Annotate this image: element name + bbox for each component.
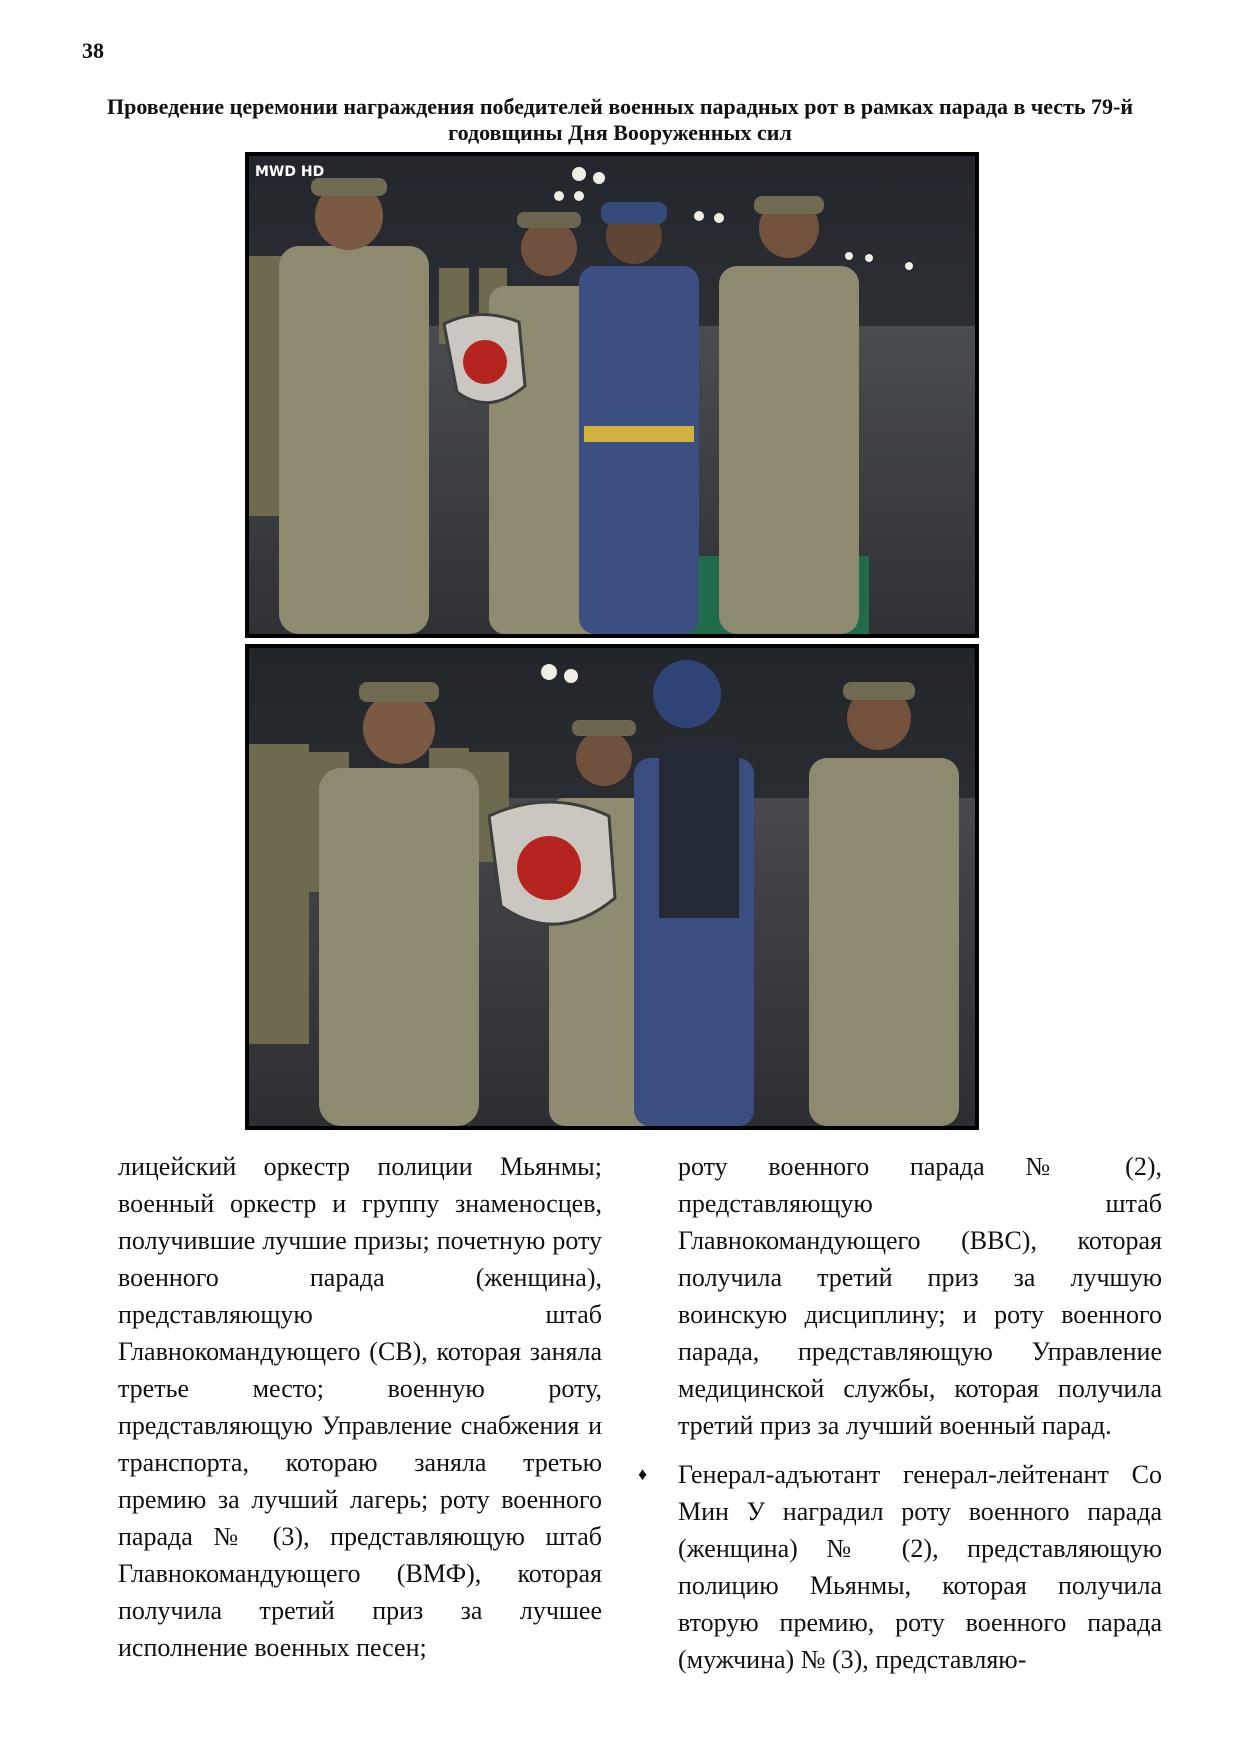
award-shield [489,802,615,924]
photo-caption: Проведение церемонии награждения победителей военных парадных рот в рамках парада в честь 79-й годовщины Дня Вооруженных сил [106,94,1134,145]
right-text-column [638,1148,1162,1678]
left-paragraph: лицейский оркестр полиции Мьянмы; военный оркестр и группу знаменосцев, получившие лучшие призы; почетную роту военного парада (женщина), представляющую штаб Главнокомандующего (СВ), которая заняла третье место; военную роту, представляющую Управление снабжения и транспорта, котораю заняла третью премию за лучший лагерь; роту военного парада № (3), представляющую штаб Главнокомандующего (ВМФ), которая получила третий приз за лучшее исполнение военных песен; [118,1152,602,1662]
award-shield [444,314,525,402]
ceremony-photo-1 [245,152,979,638]
right-paragraph-2 [638,1456,1162,1678]
ceremony-photo-2 [245,644,979,1130]
officer-left [279,178,429,634]
right-paragraph-1: роту военного парада № (2), представляющую штаб Главнокомандующего (ВВС), которая получила третий приз за лучшую воинскую дисциплину; и роту военного парада, представляющую Управление медицинской службы, которая получила третий приз за лучший военный парад. [678,1152,1162,1440]
right-paragraph-2-text: Генерал-адъютант генерал-лейтенант Со Мин У наградил роту военного парада (женщина) № (2), представляющую полицию Мьянмы, которая получила вторую премию, роту военного парада (мужчина) № (3), представляю- [678,1460,1162,1674]
watermark-logo: MWD HD [255,164,325,180]
page-number: 38 [82,38,104,63]
ceremony-photo-2-image [249,648,975,1126]
airforce-officer [579,202,699,634]
left-text-column [118,1148,602,1666]
diamond-bullet-icon: ♦ [638,1464,648,1484]
ceremony-photo-1-image [249,156,975,634]
